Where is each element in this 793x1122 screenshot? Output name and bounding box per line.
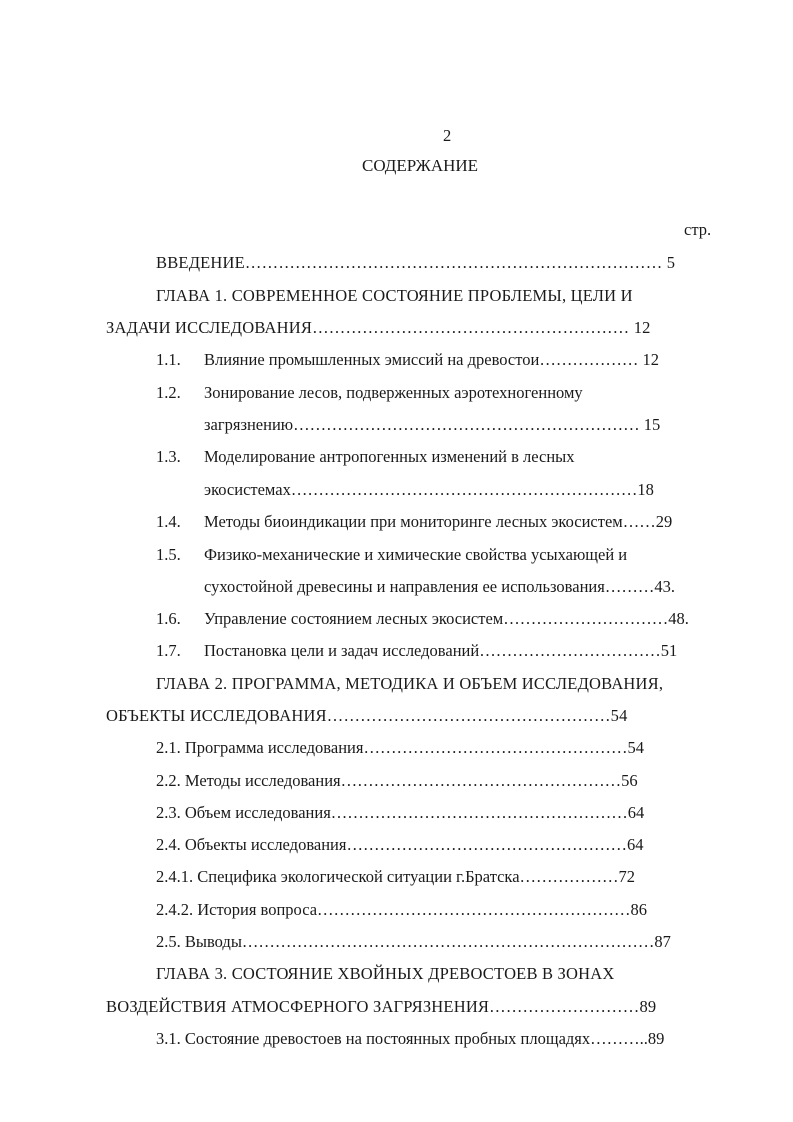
toc-section-1-7: Постановка цели и задач исследований……………………………51 — [204, 641, 678, 660]
toc-section-number: 1.6. — [156, 609, 181, 628]
toc-section-2-1: 2.1. Программа исследования…………………………………………54 — [156, 738, 644, 757]
toc-section-1-1: Влияние промышленных эмиссий на древостои……………… 12 — [204, 350, 659, 369]
toc-section-number: 1.7. — [156, 641, 181, 660]
page-number: 2 — [443, 126, 452, 145]
toc-section-2-3: 2.3. Объем исследования………………………………………………64 — [156, 803, 645, 822]
toc-chapter-2-line-1: ГЛАВА 2. ПРОГРАММА, МЕТОДИКА И ОБЪЕМ ИССЛЕДОВАНИЯ, — [156, 674, 664, 693]
toc-section-1-3-line-2: экосистемах………………………………………………………18 — [204, 480, 654, 499]
toc-section-1-2-line-2: загрязнению……………………………………………………… 15 — [204, 415, 661, 434]
toc-chapter-2-line-2: ОБЪЕКТЫ ИССЛЕДОВАНИЯ……………………………………………54 — [106, 706, 628, 725]
toc-section-1-5-line-1: Физико-механические и химические свойства усыхающей и — [204, 545, 628, 564]
page-title: СОДЕРЖАНИЕ — [362, 156, 479, 175]
toc-section-2-4: 2.4. Объекты исследования……………………………………………64 — [156, 835, 644, 854]
toc-section-2-4-1: 2.4.1. Специфика экологической ситуации г.Братска………………72 — [156, 867, 636, 886]
toc-section-number: 1.5. — [156, 545, 181, 564]
toc-section-2-2: 2.2. Методы исследования……………………………………………56 — [156, 771, 638, 790]
toc-chapter-3-line-2: ВОЗДЕЙСТВИЯ АТМОСФЕРНОГО ЗАГРЯЗНЕНИЯ………………………89 — [106, 997, 657, 1016]
toc-section-1-4: Методы биоиндикации при мониторинге лесных экосистем……29 — [204, 512, 673, 531]
toc-section-1-3-line-1: Моделирование антропогенных изменений в лесных — [204, 447, 575, 466]
toc-section-number: 1.2. — [156, 383, 181, 402]
toc-section-2-5: 2.5. Выводы…………………………………………………………………87 — [156, 932, 671, 951]
toc-section-1-2-line-1: Зонирование лесов, подверженных аэротехногенному — [204, 383, 583, 402]
toc-chapter-1-line-1: ГЛАВА 1. СОВРЕМЕННОЕ СОСТОЯНИЕ ПРОБЛЕМЫ, ЦЕЛИ И — [156, 286, 633, 305]
toc-section-number: 1.3. — [156, 447, 181, 466]
toc-section-number: 1.4. — [156, 512, 181, 531]
toc-section-1-6: Управление состоянием лесных экосистем…………………………48. — [204, 609, 689, 628]
toc-section-number: 1.1. — [156, 350, 181, 369]
toc-entry-introduction: ВВЕДЕНИЕ………………………………………………………………… 5 — [156, 253, 676, 272]
page-column-label: стр. — [684, 220, 712, 239]
toc-section-3-1: 3.1. Состояние древостоев на постоянных пробных площадях………..89 — [156, 1029, 665, 1048]
toc-section-1-5-line-2: сухостойной древесины и направления ее использования………43. — [204, 577, 675, 596]
toc-chapter-3-line-1: ГЛАВА 3. СОСТОЯНИЕ ХВОЙНЫХ ДРЕВОСТОЕВ В ЗОНАХ — [156, 964, 615, 983]
toc-chapter-1-line-2: ЗАДАЧИ ИССЛЕДОВАНИЯ………………………………………………… 12 — [106, 318, 651, 337]
toc-section-2-4-2: 2.4.2. История вопроса…………………………………………………86 — [156, 900, 648, 919]
